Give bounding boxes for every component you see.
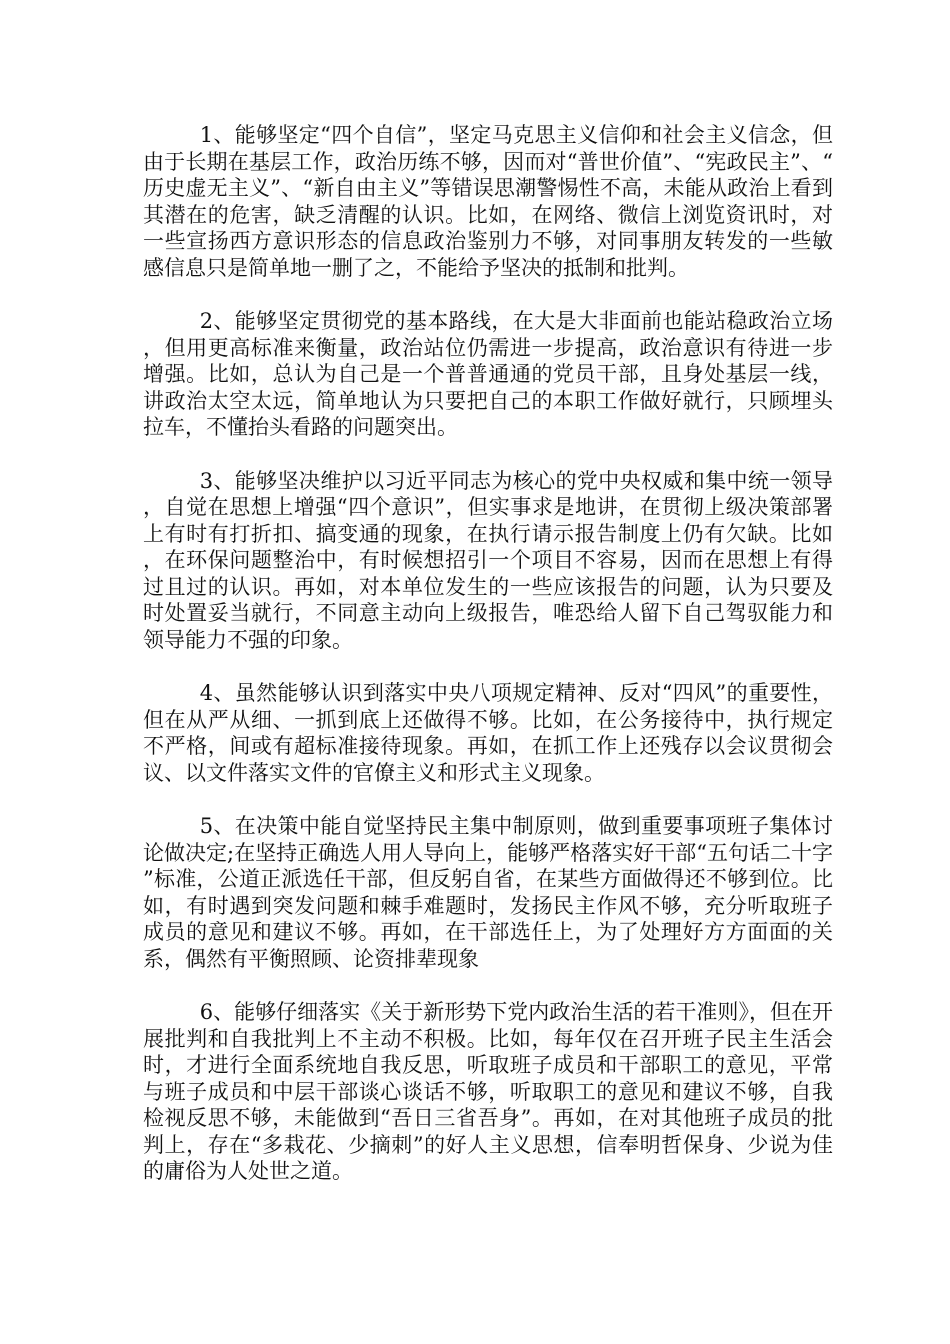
paragraph-3: 3、能够坚决维护以习近平同志为核心的党中央权威和集中统一领导，自觉在思想上增强“四个意识”，但实事求是地讲，在贯彻上级决策部署上有时有打折扣、搞变通的现象，在执行请示报告制度上仍有欠缺。比如，在环保问题整治中，有时候想招引一个项目不容易，因而在思想上有得过且过的认识。再如，对本单位发生的一些应该报告的问题，认为只要及时处置妥当就行，不同意主动向上级报告，唯恐给人留下自己驾驭能力和领导能力不强的印象。 [143,468,833,652]
paragraph-4: 4、虽然能够认识到落实中央八项规定精神、反对“四风”的重要性，但在从严从细、一抓到底上还做得不够。比如，在公务接待中，执行规定不严格，间或有超标准接待现象。再如，在抓工作上还残存以会议贯彻会议、以文件落实文件的官僚主义和形式主义现象。 [143,681,833,785]
document-body [143,122,833,1212]
paragraph-2: 2、能够坚定贯彻党的基本路线，在大是大非面前也能站稳政治立场，但用更高标准来衡量，政治站位仍需进一步提高，政治意识有待进一步增强。比如，总认为自己是一个普普通通的党员干部，且身处基层一线，讲政治太空太远，简单地认为只要把自己的本职工作做好就行，只顾埋头拉车，不懂抬头看路的问题突出。 [143,309,833,439]
paragraph-1: 1、能够坚定“四个自信”，坚定马克思主义信仰和社会主义信念，但由于长期在基层工作，政治历练不够，因而对“普世价值”、“宪政民主”、“历史虚无主义”、“新自由主义”等错误思潮警惕性不高，未能从政治上看到其潜在的危害，缺乏清醒的认识。比如，在网络、微信上浏览资讯时，对一些宣扬西方意识形态的信息政治鉴别力不够，对同事朋友转发的一些敏感信息只是简单地一删了之，不能给予坚决的抵制和批判。 [143,123,833,280]
paragraph-5: 5、在决策中能自觉坚持民主集中制原则，做到重要事项班子集体讨论做决定;在坚持正确选人用人导向上，能够严格落实好干部“五句话二十字”标准，公道正派选任干部，但反躬自省，在某些方面做得还不够到位。比如，有时遇到突发问题和棘手难题时，发扬民主作风不够，充分听取班子成员的意见和建议不够。再如，在干部选任上，为了处理好方方面面的关系，偶然有平衡照顾、论资排辈现象 [143,814,833,971]
paragraph-6: 6、能够仔细落实《关于新形势下党内政治生活的若干准则》，但在开展批判和自我批判上不主动不积极。比如，每年仅在召开班子民主生活会时，才进行全面系统地自我反思，听取班子成员和干部职工的意见，平常与班子成员和中层干部谈心谈话不够，听取职工的意见和建议不够，自我检视反思不够，未能做到“吾日三省吾身”。再如，在对其他班子成员的批判上，存在“多栽花、少摘刺”的好人主义思想，信奉明哲保身、少说为佳的庸俗为人处世之道。 [143,1000,833,1183]
